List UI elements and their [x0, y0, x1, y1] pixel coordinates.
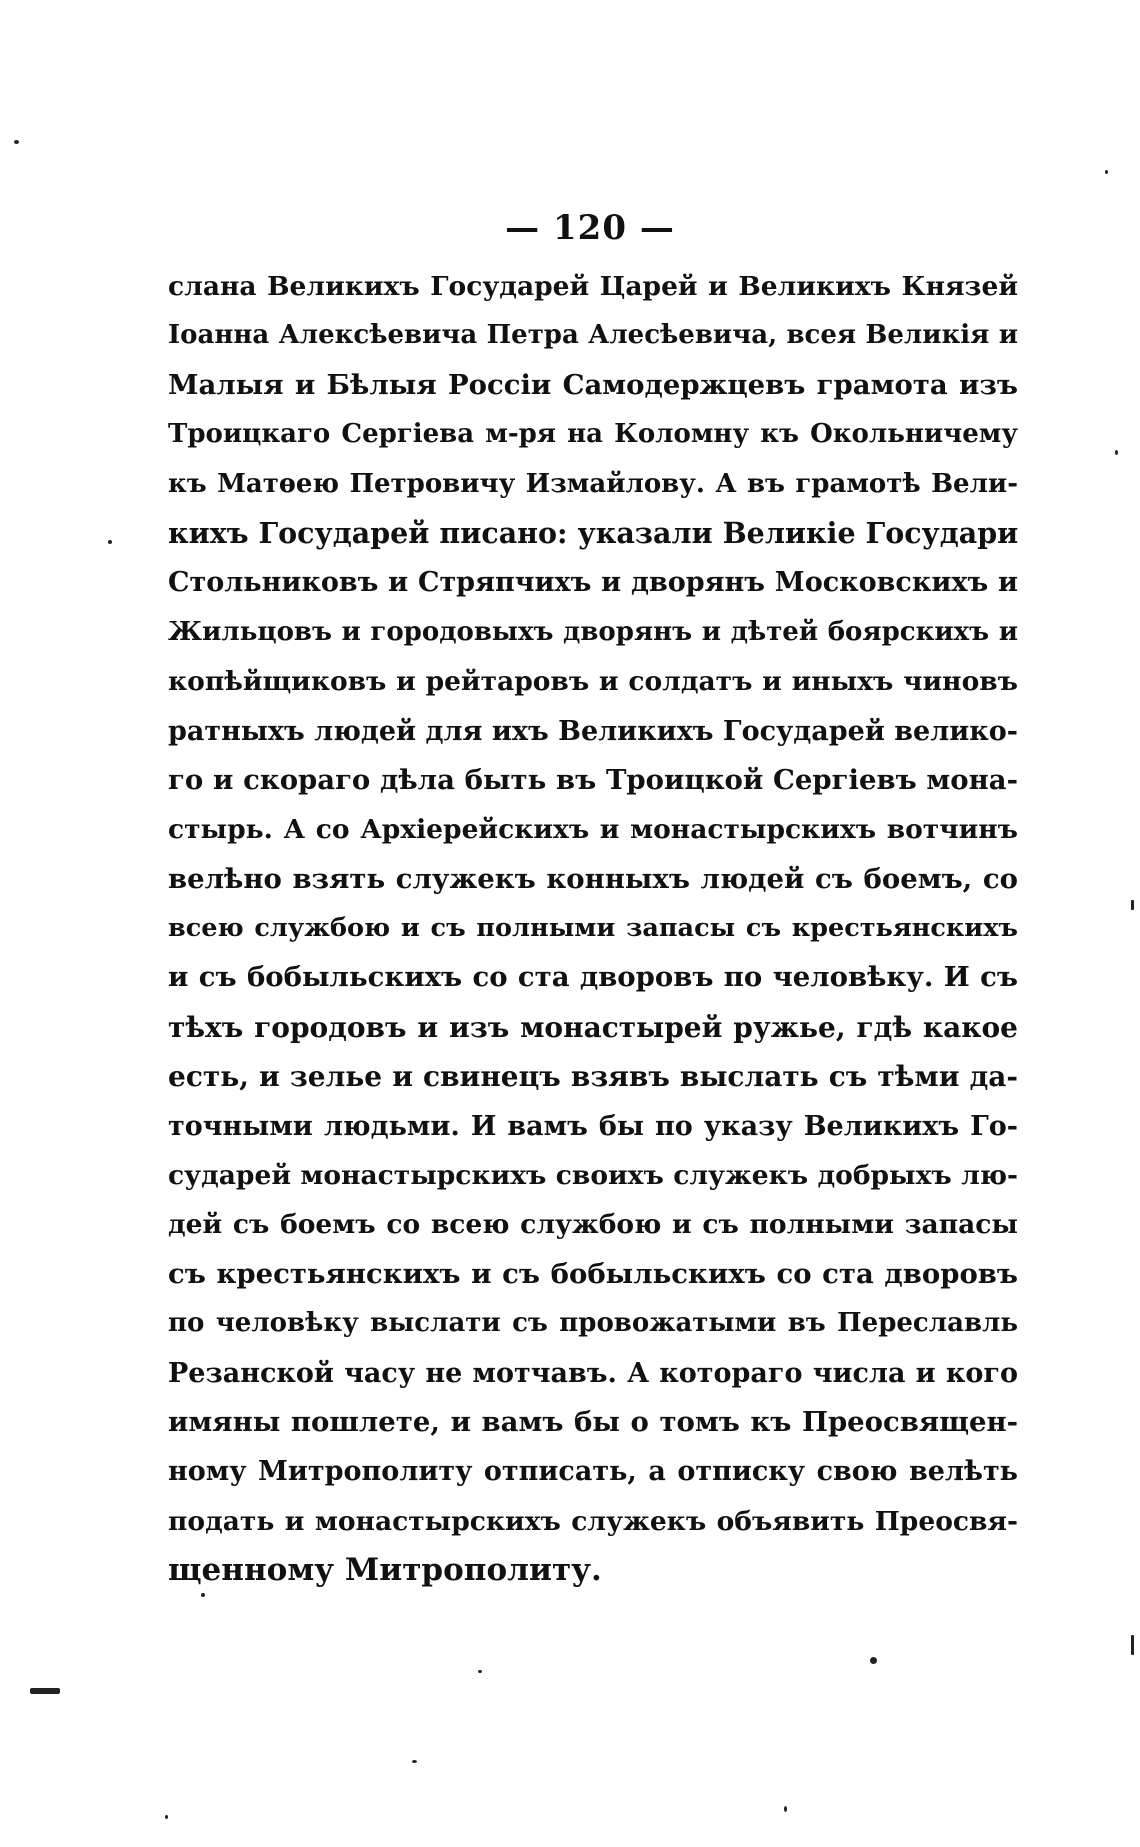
- text-line: стырь. А со Архіерейскихъ и монастырскихъ вотчинъ: [168, 814, 1018, 846]
- scan-speck: [30, 1688, 60, 1694]
- text-line: Іоанна Алексѣевича Петра Алесѣевича, всея Великія и: [168, 320, 1018, 351]
- text-line: къ Матѳею Петровичу Измайлову. А въ грамотѣ Вели-: [168, 468, 1018, 499]
- scan-speck: [1131, 1635, 1134, 1655]
- scan-speck: [784, 1806, 787, 1812]
- scan-speck: [1115, 450, 1118, 455]
- text-line: копѣйщиковъ и рейтаровъ и солдатъ и иныхъ чиновъ: [168, 666, 1018, 698]
- text-line: имяны пошлете, и вамъ бы о томъ къ Преосвящен-: [168, 1405, 1018, 1438]
- body-text: [168, 262, 1018, 1596]
- page-number: — 120 —: [505, 208, 675, 248]
- scan-speck: [478, 1670, 482, 1673]
- text-line: Резанской часу не мотчавъ. А котораго числа и кого: [168, 1357, 1018, 1389]
- scan-speck: [412, 1760, 417, 1763]
- scan-speck: [201, 1593, 205, 1597]
- text-line: Малыя и Бѣлыя Россіи Самодержцевъ грамота изъ: [168, 368, 1018, 401]
- text-line: Жильцовъ и городовыхъ дворянъ и дѣтей боярскихъ и: [168, 616, 1018, 647]
- text-line: подать и монастырскихъ служекъ объявить Преосвя-: [168, 1505, 1018, 1537]
- text-line: Стольниковъ и Стряпчихъ и дворянъ Московскихъ и: [168, 567, 1018, 599]
- text-line: ному Митрополиту отписать, а отписку свою велѣть: [168, 1456, 1018, 1488]
- text-line: слана Великихъ Государей Царей и Великихъ Князей: [168, 271, 1018, 302]
- text-line: велѣно взять служекъ конныхъ людей съ боемъ, со: [168, 862, 1018, 895]
- scan-speck: [165, 1815, 168, 1819]
- text-line: кихъ Государей писано: указали Великіе Государи: [168, 515, 1019, 550]
- text-line: есть, и зелье и свинецъ взявъ выслать съ тѣми да-: [168, 1060, 1018, 1094]
- scan-speck: [1131, 900, 1134, 910]
- scan-speck: [108, 540, 112, 544]
- text-line: всею службою и съ полными запасы съ крестьянскихъ: [168, 913, 1018, 944]
- text-line: Троицкаго Сергіева м-ря на Коломну къ Окольничему: [168, 419, 1018, 450]
- text-line: съ крестьянскихъ и съ бобыльскихъ со ста дворовъ: [168, 1257, 1018, 1290]
- scan-speck: [1105, 170, 1108, 174]
- text-line: и съ бобыльскихъ со ста дворовъ по человѣку. И съ: [168, 961, 1018, 994]
- text-line-last: щенному Митрополиту.: [168, 1552, 602, 1589]
- text-line: точными людьми. И вамъ бы по указу Великихъ Го-: [168, 1110, 1018, 1142]
- text-line: по человѣку выслати съ провожатыми въ Переславль: [168, 1308, 1018, 1339]
- scan-speck: [14, 140, 19, 144]
- text-line: тѣхъ городовъ и изъ монастырей ружье, гдѣ какое: [168, 1010, 1018, 1044]
- text-line: сударей монастырскихъ своихъ служекъ добрыхъ лю-: [168, 1160, 1018, 1192]
- text-line: дей съ боемъ со всею службою и съ полными запасы: [168, 1209, 1018, 1241]
- text-line: го и скораго дѣла быть въ Троицкой Сергіевъ мона-: [168, 763, 1018, 796]
- text-line: ратныхъ людей для ихъ Великихъ Государей велико-: [168, 715, 1018, 747]
- scan-speck: [870, 1657, 877, 1664]
